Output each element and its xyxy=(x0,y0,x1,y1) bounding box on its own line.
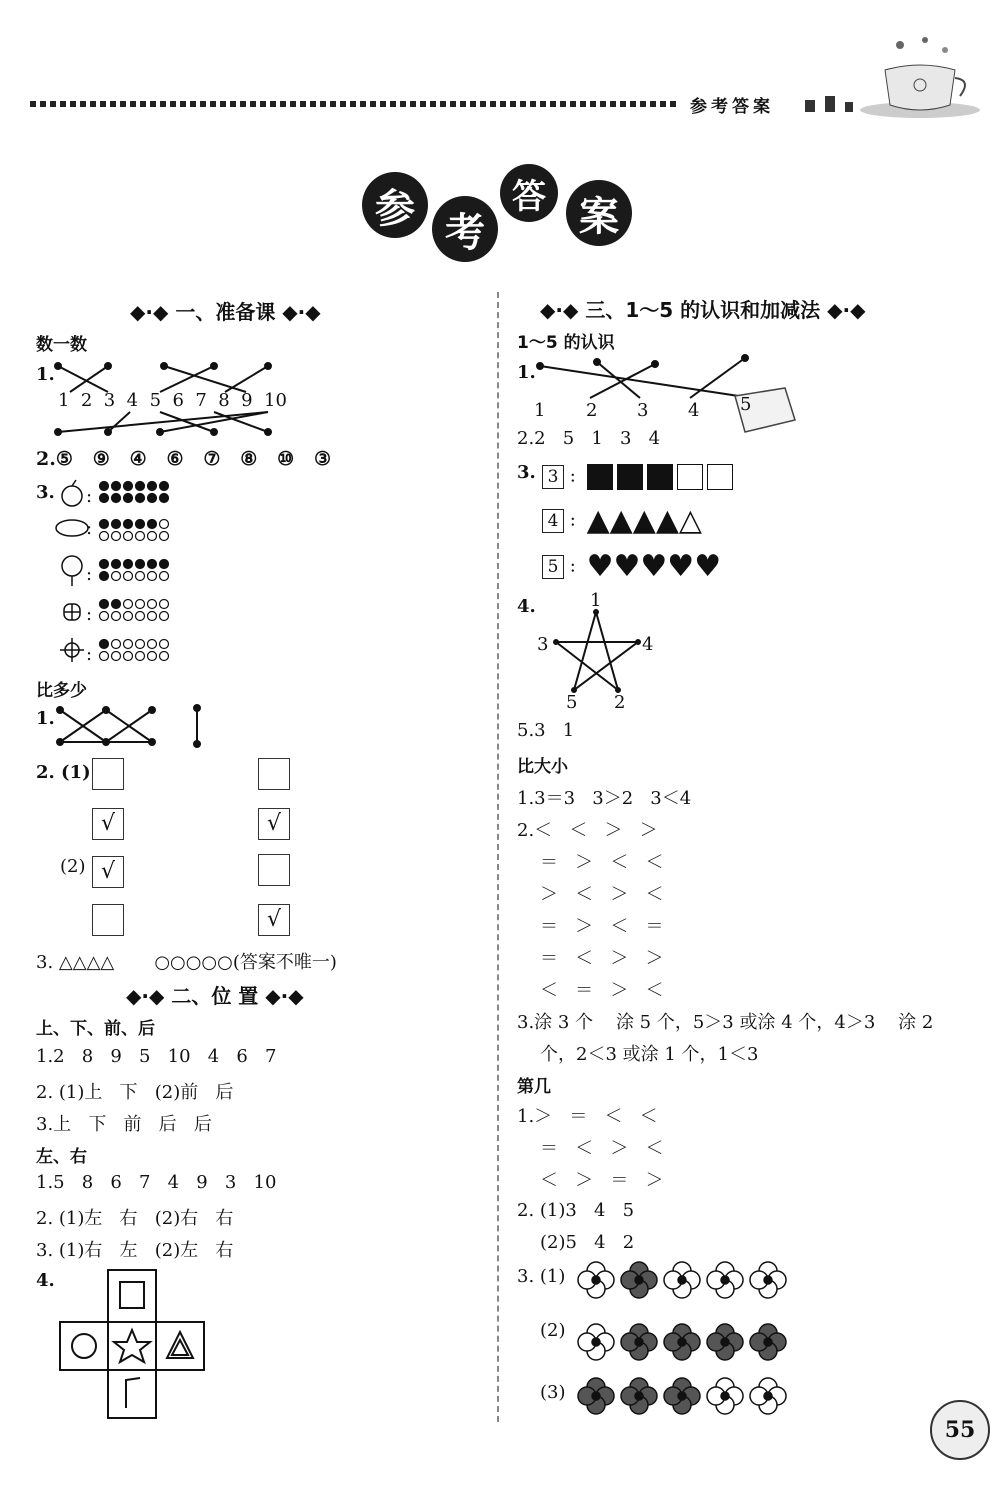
compare-box-2 xyxy=(258,758,290,790)
subsection-compare: 比多少 xyxy=(36,681,87,701)
size-q3-line2: 个，2＜3 或涂 1 个，1＜3 xyxy=(540,1044,759,1065)
dot-mark xyxy=(136,640,145,649)
number-box-5: 5 xyxy=(542,555,564,579)
order-q2-row1: 2. (1)3 4 5 xyxy=(517,1200,635,1221)
compare-box-1 xyxy=(92,758,124,790)
leftright-q2: 2. (1)左 右 (2)右 右 xyxy=(36,1208,234,1229)
count-q3-label: 3. xyxy=(36,482,55,503)
filled-square xyxy=(647,464,673,490)
number-box-4: 4 xyxy=(542,509,564,533)
flower-center xyxy=(721,1392,729,1400)
compare-q2-1-label: 2. (1) xyxy=(36,762,91,783)
compare-box-5: √ xyxy=(92,856,124,888)
dot-mark xyxy=(148,652,157,661)
flower-rows xyxy=(0,0,1,1)
dot-mark xyxy=(136,494,145,503)
dot-mark xyxy=(112,560,121,569)
section-2-title-text: 二、位 置 xyxy=(171,984,259,1008)
order-q3-2-label: (2) xyxy=(540,1320,566,1341)
header-divider xyxy=(30,101,680,107)
flower-center xyxy=(764,1392,772,1400)
dot-mark xyxy=(124,532,133,541)
empty-square xyxy=(707,464,733,490)
svg-text::: : xyxy=(86,564,93,585)
dot-mark xyxy=(112,600,121,609)
dot-mark xyxy=(136,482,145,491)
compare-box-7 xyxy=(92,904,124,936)
dot-mark xyxy=(160,560,169,569)
dot-mark xyxy=(112,612,121,621)
order-q2-row2: (2)5 4 2 xyxy=(540,1232,635,1253)
heart-icon: ♥♥♥♥♥ xyxy=(586,549,722,584)
dot-mark xyxy=(148,520,157,529)
title-char-2: 考 xyxy=(432,196,498,262)
order-q3-1-label: 3. (1) xyxy=(517,1266,566,1287)
flower-center xyxy=(635,1338,643,1346)
subsection-compare-size: 比大小 xyxy=(517,757,568,777)
dot-mark xyxy=(100,572,109,581)
subsection-count: 数一数 xyxy=(36,335,87,355)
svg-text::: : xyxy=(86,518,93,539)
dot-mark xyxy=(112,652,121,661)
recognize-q3-label: 3. xyxy=(517,462,536,483)
title-char-1: 参 xyxy=(362,172,428,238)
dot-mark xyxy=(136,612,145,621)
count-q2: 2.⑤ ⑨ ④ ⑥ ⑦ ⑧ ⑩ ③ xyxy=(36,448,332,470)
section-2-title: ◆·◆ 二、位 置 ◆·◆ xyxy=(126,984,304,1008)
count-q1-label: 1. xyxy=(36,364,55,385)
recognize-q2: 2.2 5 1 3 4 xyxy=(517,428,661,449)
order-q1-row3: ＜ ＞ ＝ ＞ xyxy=(540,1170,664,1191)
order-q1-row2: ＝ ＜ ＞ ＜ xyxy=(540,1138,664,1159)
compare-q1-label: 1. xyxy=(36,708,55,729)
filled-triangle-icon: ▲▲▲▲△ xyxy=(586,503,702,538)
dot-mark xyxy=(100,482,109,491)
recognize-q3-row1: 3 : xyxy=(542,464,737,490)
dot-mark xyxy=(124,520,133,529)
section-1-title-text: 一、准备课 xyxy=(175,300,276,324)
teacup-decoration-icon xyxy=(800,30,990,120)
dot-mark xyxy=(148,640,157,649)
dot-mark xyxy=(136,572,145,581)
section-3-title: ◆·◆ 三、1～5 的认识和加减法 ◆·◆ xyxy=(540,298,866,322)
leftright-q3: 3. (1)右 左 (2)左 右 xyxy=(36,1240,234,1261)
recognize-q3-row2: 4 : ▲▲▲▲△ xyxy=(542,506,702,536)
star-label-5: 5 xyxy=(566,692,578,713)
dot-mark xyxy=(136,520,145,529)
dot-mark xyxy=(160,612,169,621)
dot-mark xyxy=(100,600,109,609)
leftright-q4-label: 4. xyxy=(36,1270,55,1291)
recognize-q1-label: 1. xyxy=(517,362,536,383)
dot-mark xyxy=(100,560,109,569)
svg-text::: : xyxy=(86,644,93,665)
dot-mark xyxy=(124,600,133,609)
recognize-q1-n4: 4 xyxy=(688,400,700,421)
dot-mark xyxy=(148,572,157,581)
size-q2-row2: ＝ ＞ ＜ ＜ xyxy=(540,852,664,873)
header-title: 参考答案 xyxy=(690,97,774,117)
dot-mark xyxy=(148,482,157,491)
dot-mark xyxy=(136,600,145,609)
leftright-q1: 1.5 8 6 7 4 9 3 10 xyxy=(36,1172,277,1193)
dot-mark xyxy=(136,652,145,661)
subsection-order: 第几 xyxy=(517,1077,551,1097)
dot-mark xyxy=(124,482,133,491)
dot-mark xyxy=(160,640,169,649)
recognize-q1-n2: 2 xyxy=(586,400,598,421)
flower-center xyxy=(635,1276,643,1284)
svg-text::: : xyxy=(86,604,93,625)
page-number-badge xyxy=(930,1400,990,1460)
recognize-q1-n5: 5 xyxy=(740,394,752,415)
section-3-title-text: 三、1～5 的认识和加减法 xyxy=(585,298,821,322)
flower-center xyxy=(721,1276,729,1284)
flower-center xyxy=(592,1392,600,1400)
flower-center xyxy=(764,1338,772,1346)
dot-mark xyxy=(136,532,145,541)
flower-center xyxy=(592,1276,600,1284)
size-q3-line1: 3.涂 3 个 涂 5 个，5＞3 或涂 4 个，4＞3 涂 2 xyxy=(517,1012,934,1033)
dot-mark xyxy=(112,520,121,529)
dot-mark xyxy=(160,600,169,609)
flower-center xyxy=(635,1392,643,1400)
dot-mark xyxy=(148,532,157,541)
page-number: 55 xyxy=(944,1417,976,1443)
flower-center xyxy=(678,1276,686,1284)
dot-mark xyxy=(112,532,121,541)
section-1-title: ◆·◆ 一、准备课 ◆·◆ xyxy=(130,300,321,324)
dot-mark xyxy=(124,652,133,661)
dot-mark xyxy=(124,560,133,569)
dot-mark xyxy=(100,652,109,661)
dot-mark xyxy=(124,572,133,581)
compare-box-4: √ xyxy=(258,808,290,840)
recognize-q3-row3: 5 : ♥♥♥♥♥ xyxy=(542,552,721,582)
flower-center xyxy=(678,1392,686,1400)
dot-mark xyxy=(124,612,133,621)
size-q2-row1: 2.＜ ＜ ＞ ＞ xyxy=(517,820,658,841)
updown-q1: 1.2 8 9 5 10 4 6 7 xyxy=(36,1046,277,1067)
dot-mark xyxy=(160,572,169,581)
size-q2-row3: ＞ ＜ ＞ ＜ xyxy=(540,884,664,905)
title-char-4: 案 xyxy=(566,180,632,246)
dot-mark xyxy=(100,532,109,541)
recognize-q5: 5.3 1 xyxy=(517,720,575,741)
order-q3-3-label: (3) xyxy=(540,1382,566,1403)
dot-mark xyxy=(100,640,109,649)
dot-mark xyxy=(100,494,109,503)
recognize-q1-n1: 1 xyxy=(534,400,546,421)
dot-mark xyxy=(160,482,169,491)
dot-mark xyxy=(124,494,133,503)
dot-mark xyxy=(124,640,133,649)
star-label-4: 4 xyxy=(642,634,654,655)
dot-mark xyxy=(148,600,157,609)
column-divider xyxy=(497,292,499,1422)
dot-mark xyxy=(148,494,157,503)
filled-square xyxy=(617,464,643,490)
size-q2-row6: ＜ ＝ ＞ ＜ xyxy=(540,980,664,1001)
dot-mark xyxy=(112,482,121,491)
number-box-3: 3 xyxy=(542,465,564,489)
dot-mark xyxy=(100,612,109,621)
compare-box-3: √ xyxy=(92,808,124,840)
dot-mark xyxy=(160,494,169,503)
dot-mark xyxy=(148,560,157,569)
star-label-3: 3 xyxy=(537,634,549,655)
dot-mark xyxy=(112,494,121,503)
dot-mark xyxy=(112,572,121,581)
dot-mark xyxy=(160,520,169,529)
dot-mark xyxy=(100,520,109,529)
flower-center xyxy=(721,1338,729,1346)
count-q1-numbers: 1 2 3 4 5 6 7 8 9 10 xyxy=(58,390,287,411)
svg-text::: : xyxy=(86,486,93,507)
title-char-3: 答 xyxy=(500,164,558,222)
compare-box-6 xyxy=(258,854,290,886)
dot-mark xyxy=(148,612,157,621)
subsection-leftright: 左、右 xyxy=(36,1147,87,1167)
compare-q2-2-label: (2) xyxy=(60,856,86,877)
recognize-q1-n3: 3 xyxy=(637,400,649,421)
size-q1: 1.3＝3 3＞2 3＜4 xyxy=(517,788,692,809)
compare-box-8: √ xyxy=(258,904,290,936)
dot-mark xyxy=(160,652,169,661)
dot-mark xyxy=(136,560,145,569)
subsection-recognize: 1～5 的认识 xyxy=(517,333,615,353)
empty-square xyxy=(677,464,703,490)
star-label-2: 2 xyxy=(614,692,626,713)
updown-q3: 3.上 下 前 后 后 xyxy=(36,1114,212,1135)
subsection-updown: 上、下、前、后 xyxy=(36,1019,155,1039)
size-q2-row5: ＝ ＜ ＞ ＞ xyxy=(540,948,664,969)
dot-mark xyxy=(160,532,169,541)
star-label-1: 1 xyxy=(590,590,602,611)
compare-q3: 3. △△△△ ○○○○○(答案不唯一) xyxy=(36,952,337,973)
dot-mark xyxy=(112,640,121,649)
order-q1-row1: 1.＞ ＝ ＜ ＜ xyxy=(517,1106,658,1127)
recognize-q4-label: 4. xyxy=(517,596,536,617)
updown-q2: 2. (1)上 下 (2)前 后 xyxy=(36,1082,234,1103)
flower-center xyxy=(764,1276,772,1284)
flower-center xyxy=(592,1338,600,1346)
filled-square xyxy=(587,464,613,490)
flower-center xyxy=(678,1338,686,1346)
size-q2-row4: ＝ ＞ ＜ ＝ xyxy=(540,916,664,937)
